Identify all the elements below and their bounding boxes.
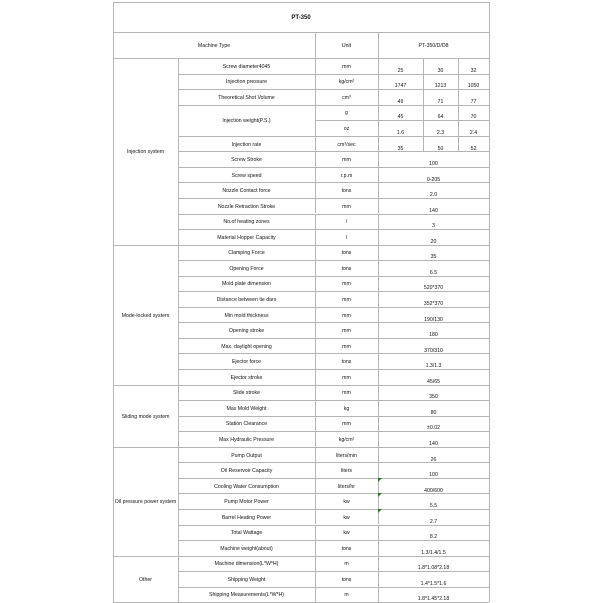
grid-line (178, 571, 489, 572)
section-divider (113, 556, 489, 557)
spec-label: Opening Force (229, 265, 264, 272)
spec-label: Oil Reservoir Capacity (220, 468, 273, 475)
spec-label: Screw speed (231, 172, 262, 179)
spec-value: 100 (429, 472, 438, 479)
spec-label: Injection weight(P.S.) (222, 118, 271, 125)
spec-unit: mm (342, 343, 351, 350)
spec-unit: mm (342, 328, 351, 335)
grid-line (315, 32, 316, 58)
spec-unit: liters (341, 468, 352, 475)
spec-value: 26 (430, 456, 437, 463)
spec-unit: kg/cm² (338, 79, 355, 86)
grid-line (178, 151, 489, 152)
grid-line (178, 136, 489, 137)
spec-value: 30 (437, 67, 444, 74)
grid-line (178, 214, 489, 215)
spec-value: 20 (430, 238, 437, 245)
section-divider (113, 245, 489, 246)
grid-line (178, 74, 489, 75)
section-label: Oil pressure power system (114, 499, 177, 506)
grid-line (178, 167, 489, 168)
spec-label: Shipping Weight (227, 576, 266, 583)
spec-value: 77 (470, 98, 477, 105)
spec-unit: tons (341, 545, 352, 552)
spec-unit: kw (343, 514, 350, 521)
unit-header: Unit (341, 43, 352, 49)
spec-value: 71 (437, 98, 444, 105)
table-top-border (113, 2, 489, 3)
spec-label: No.of heating zones (223, 219, 270, 226)
spec-label: Max. daylight opening (221, 343, 272, 350)
machine-type-header: Machine Type (197, 43, 231, 49)
spec-value: 1.8*1.08*2.18 (417, 565, 450, 572)
spec-unit: mm (342, 312, 351, 319)
grid-line (378, 32, 379, 58)
grid-line (178, 198, 489, 199)
grid-line (178, 229, 489, 230)
grid-line (178, 353, 489, 354)
spec-value: 0-205 (426, 176, 441, 183)
spec-unit: g (345, 110, 348, 117)
spec-label: Distance between tie dars (216, 297, 277, 304)
grid-line (178, 385, 179, 447)
spec-label: Theoretical Shot Volume (218, 94, 275, 101)
spec-value: 1213 (434, 83, 447, 90)
spec-value: 25 (397, 67, 404, 74)
spec-unit: liters/hr (337, 483, 355, 490)
spec-value: 52 (470, 145, 477, 152)
spec-label: Material Hopper Capacity (217, 234, 276, 241)
spec-value: 1050 (467, 83, 480, 90)
spec-label: Machine weight(about) (220, 545, 273, 552)
spec-value: 45 (397, 114, 404, 121)
spec-label: Cooling Water Consumption (214, 483, 279, 490)
section-label: Sliding mode system (121, 413, 170, 420)
spec-value: 2.0 (429, 192, 438, 199)
grid-line (178, 447, 179, 556)
grid-line (178, 89, 489, 90)
spec-value: 2.4 (469, 129, 478, 136)
spec-label: Nozzle Retraction Stroke (217, 203, 276, 210)
grid-line (315, 120, 489, 121)
spec-unit: tons (341, 265, 352, 272)
spec-unit: r.p.m (340, 172, 353, 179)
spec-label: Pump Output (231, 452, 262, 459)
comment-marker-icon (378, 493, 382, 497)
spec-unit: mm (342, 157, 351, 164)
spec-value: 1.4*1.5*1.6 (420, 580, 447, 587)
grid-line (178, 493, 489, 494)
spec-label: Max Hydraulic Pressure (218, 436, 275, 443)
spec-unit: l (345, 234, 348, 241)
spec-label: Shipping Measurements(L*W*H) (209, 592, 284, 599)
grid-line (178, 291, 489, 292)
spec-unit: oz (343, 125, 350, 132)
spec-label: Max Mold Weight (226, 405, 267, 412)
spec-unit: mm (342, 374, 351, 381)
grid-line (178, 587, 489, 588)
spec-unit: mm (342, 421, 351, 428)
spec-value: 49 (397, 98, 404, 105)
section-label: Injection system (126, 149, 165, 156)
spec-value: 100 (429, 161, 438, 168)
spec-unit: kw (343, 530, 350, 537)
grid-line (178, 400, 489, 401)
spec-unit: kw (343, 499, 350, 506)
grid-line (178, 525, 489, 526)
comment-marker-icon (378, 478, 382, 482)
spec-value: 190/130 (424, 316, 443, 323)
spec-value: 70 (470, 114, 477, 121)
grid-line (178, 260, 489, 261)
spec-label: Ejector force (231, 359, 262, 366)
spec-label: Injection pressure (226, 79, 267, 86)
spec-unit: mm (342, 63, 351, 70)
grid-line (178, 416, 489, 417)
spec-value: 3 (432, 223, 435, 230)
spec-unit: tons (341, 576, 352, 583)
grid-line (178, 307, 489, 308)
spec-label: Screw diameter4045 (222, 63, 271, 70)
spec-value: 1.3/1.4/1.5 (421, 549, 446, 556)
spec-unit: mm (342, 390, 351, 397)
spec-unit: mm (342, 203, 351, 210)
spec-unit: kg (343, 405, 350, 412)
grid-line (178, 369, 489, 370)
spec-label: Ejector stroke (230, 374, 263, 381)
grid-line (178, 322, 489, 323)
spec-unit: kg/cm² (338, 436, 355, 443)
grid-line (178, 462, 489, 463)
spec-unit: / (345, 219, 348, 226)
grid-line (178, 478, 489, 479)
spec-label: Pump Motor Power (224, 499, 269, 506)
spec-value: 50 (437, 145, 444, 152)
table-left-border (113, 2, 114, 602)
spec-unit: mm (342, 281, 351, 288)
spec-value: ±0.02 (427, 425, 440, 432)
spec-value: 6.5 (429, 269, 438, 276)
spec-label: Slide stroke (232, 390, 261, 397)
spec-label: Min mold thickness (224, 312, 269, 319)
section-label: Mode-locked system (121, 312, 170, 319)
grid-line (178, 509, 489, 510)
grid-line (178, 338, 489, 339)
spec-label: Clamping Force (228, 250, 265, 257)
spec-value: 352*370 (423, 301, 444, 308)
spec-value: 400/600 (424, 487, 443, 494)
spec-value: 1.8*1.45*2.18 (417, 596, 450, 603)
grid-line (178, 182, 489, 183)
spec-label: Barrel Heating Power (221, 514, 272, 521)
spec-label: Opening stroke (228, 328, 265, 335)
spec-value: 5.5 (429, 503, 438, 510)
spec-value: 2.3 (436, 129, 445, 136)
spec-label: Screw Stroke (231, 157, 262, 164)
spec-value: 350 (429, 394, 438, 401)
grid-line (178, 245, 179, 385)
spec-value: 140 (429, 440, 438, 447)
spec-unit: liters/min (336, 452, 357, 459)
section-divider (113, 385, 489, 386)
spec-label: Machine dimension(L*W*H) (214, 561, 279, 568)
spec-label: Injection rate (231, 141, 262, 148)
spec-value: 45/65 (427, 378, 440, 385)
table-title: PT-350 (291, 15, 311, 21)
section-label: Other (139, 576, 152, 583)
grid-line (178, 540, 489, 541)
grid-line (178, 276, 489, 277)
spec-unit: cm³ (342, 94, 351, 101)
spec-value: 64 (437, 114, 444, 121)
spec-value: 35 (397, 145, 404, 152)
spec-unit: tons (341, 250, 352, 257)
grid-line (178, 556, 179, 603)
grid-line (178, 58, 179, 245)
spec-unit: m (344, 561, 349, 568)
grid-line (178, 105, 489, 106)
spec-value: 80 (430, 409, 437, 416)
spec-label: Station Clearance (225, 421, 268, 428)
section-divider (113, 447, 489, 448)
spec-unit: m (344, 592, 349, 599)
grid-line (113, 32, 489, 33)
table-right-border (489, 2, 490, 602)
spec-value: 180 (429, 332, 438, 339)
spec-unit: tons (341, 188, 352, 195)
spec-value: 2.7 (429, 518, 438, 525)
spec-value: 1.6 (396, 129, 405, 136)
spec-value: 140 (429, 207, 438, 214)
spec-value: 1747 (394, 83, 407, 90)
spec-value: 35 (430, 254, 437, 261)
spec-value: 32 (470, 67, 477, 74)
spec-unit: tons (341, 359, 352, 366)
spec-label: Total Wattage (230, 530, 263, 537)
spec-value: 520*370 (423, 285, 444, 292)
spec-unit: cm³/sec (337, 141, 356, 148)
spec-unit: mm (342, 297, 351, 304)
grid-line (113, 58, 489, 59)
spec-label: Nozzle Contact force (222, 188, 271, 195)
spec-value: 8.2 (429, 534, 438, 541)
spec-value: 1.3/1.3 (425, 363, 442, 370)
spec-label: Mold plate dimension (221, 281, 272, 288)
model-header: PT-350/D/D8 (418, 43, 449, 49)
spec-value: 370/310 (424, 347, 443, 354)
grid-line (178, 431, 489, 432)
comment-marker-icon (378, 509, 382, 513)
